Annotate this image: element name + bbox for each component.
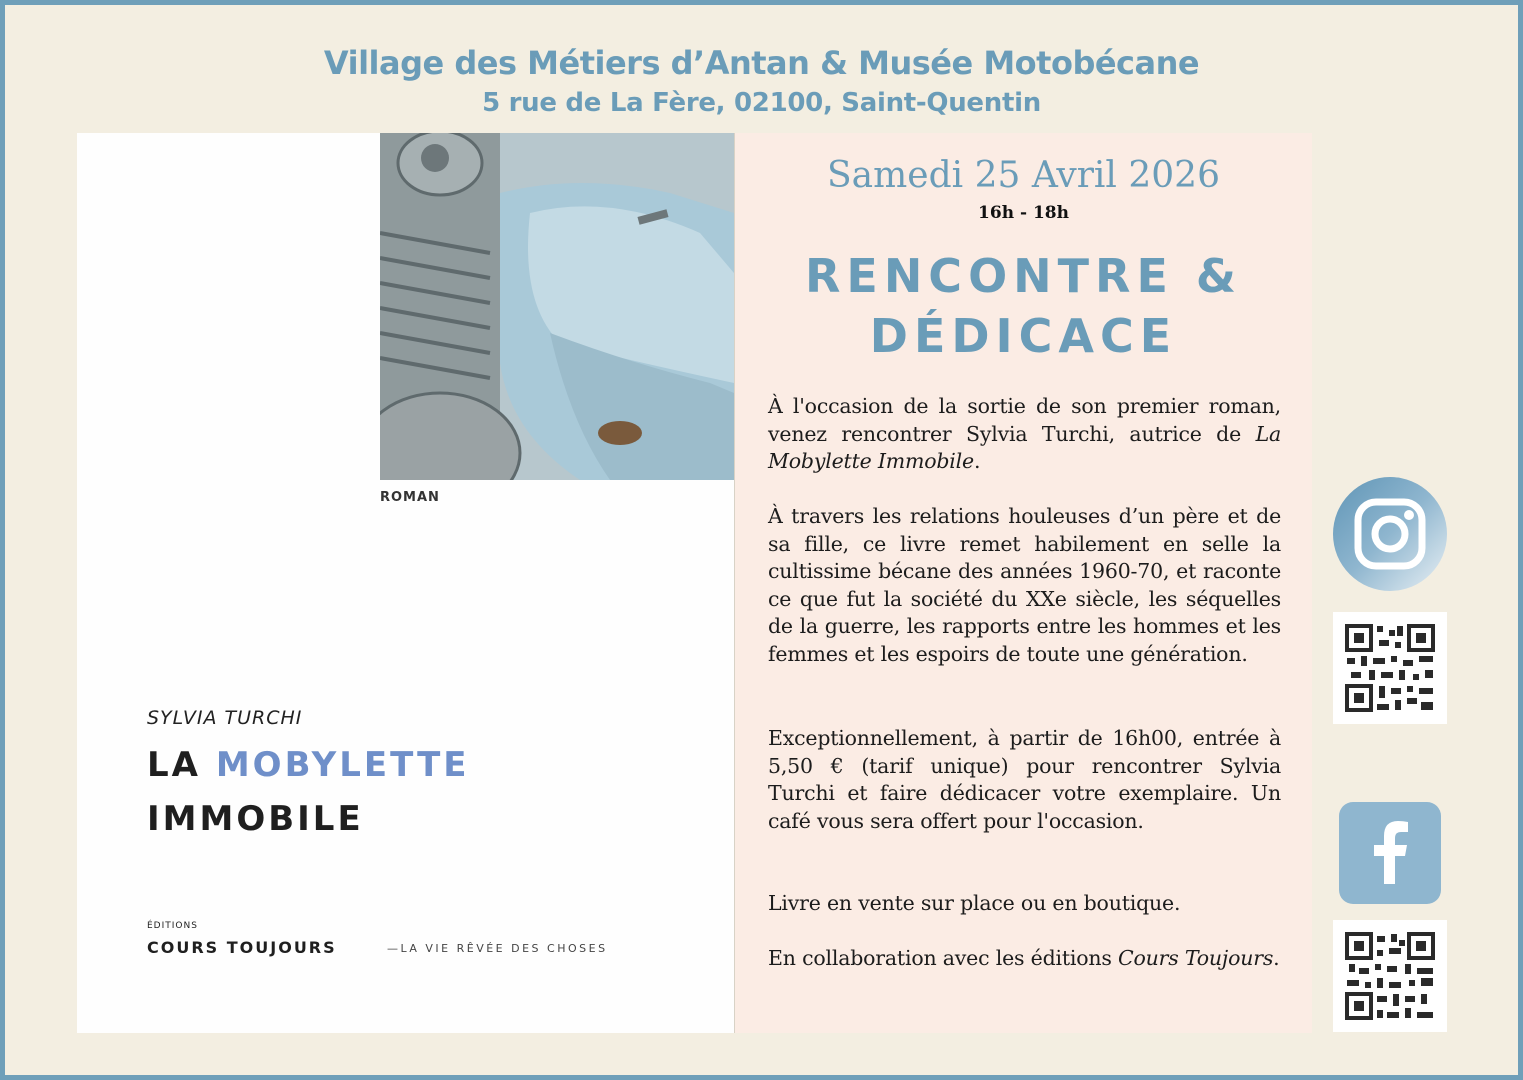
instagram-icon[interactable] <box>1333 477 1447 591</box>
collab-text: En collaboration avec les éditions <box>768 946 1119 970</box>
collab-publisher: Cours Toujours <box>1118 946 1274 970</box>
venue-address: 5 rue de La Fère, 02100, Saint-Quentin <box>482 88 1041 118</box>
publisher-brand: COURS TOUJOURS <box>147 938 337 957</box>
book-cover <box>77 133 735 1033</box>
cover-title-la: LA <box>147 745 201 785</box>
event-heading-line2: DÉDICACE <box>869 309 1178 363</box>
publisher-prefix: ÉDITIONS <box>147 921 198 931</box>
intro-book-title: La Mobylette Immobile <box>768 421 1281 473</box>
venue-name: Village des Métiers d’Antan & Musée Motobécane <box>323 44 1200 82</box>
event-hours: 16h - 18h <box>978 203 1069 223</box>
cover-title-line2: IMMOBILE <box>147 799 364 839</box>
cover-title-line1 <box>147 745 470 785</box>
event-intro-paragraph <box>768 393 1281 476</box>
event-date: Samedi 25 Avril 2026 <box>827 155 1220 196</box>
event-collab-paragraph <box>768 945 1281 973</box>
intro-text: À l'occasion de la sortie de son premier roman, venez rencontrer Sylvia Turchi, autrice de <box>768 394 1281 446</box>
cover-photo-moped <box>380 133 734 480</box>
facebook-qr-code-icon[interactable] <box>1333 920 1447 1032</box>
facebook-icon[interactable] <box>1339 802 1441 904</box>
collab-end: . <box>1273 946 1280 970</box>
cover-category: ROMAN <box>380 490 440 505</box>
event-info-panel <box>735 133 1312 1033</box>
cover-author: SYLVIA TURCHI <box>147 707 303 729</box>
instagram-qr-code-icon[interactable] <box>1333 612 1447 724</box>
event-synopsis-paragraph: À travers les relations houleuses d’un père et de sa fille, ce livre remet habilement en selle la cultissime bécane des années 1960-70, et raconte ce que fut la société du XXe siècle, les séquelles de la guerre, les rapports entre les hommes et les femmes et les espoirs de toute une génération. <box>768 504 1281 666</box>
event-sale-paragraph: Livre en vente sur place ou en boutique. <box>768 891 1181 915</box>
cover-title-mobylette: MOBYLETTE <box>215 745 470 785</box>
publisher-tagline: —LA VIE RÊVÉE DES CHOSES <box>387 942 608 955</box>
event-heading-line1: RENCONTRE & <box>804 249 1243 303</box>
event-entry-paragraph: Exceptionnellement, à partir de 16h00, entrée à 5,50 € (tarif unique) pour rencontrer Sylvia Turchi et faire dédicacer votre exemplaire. Un café vous sera offert pour l'occasion. <box>768 726 1281 833</box>
intro-end: . <box>973 449 981 473</box>
